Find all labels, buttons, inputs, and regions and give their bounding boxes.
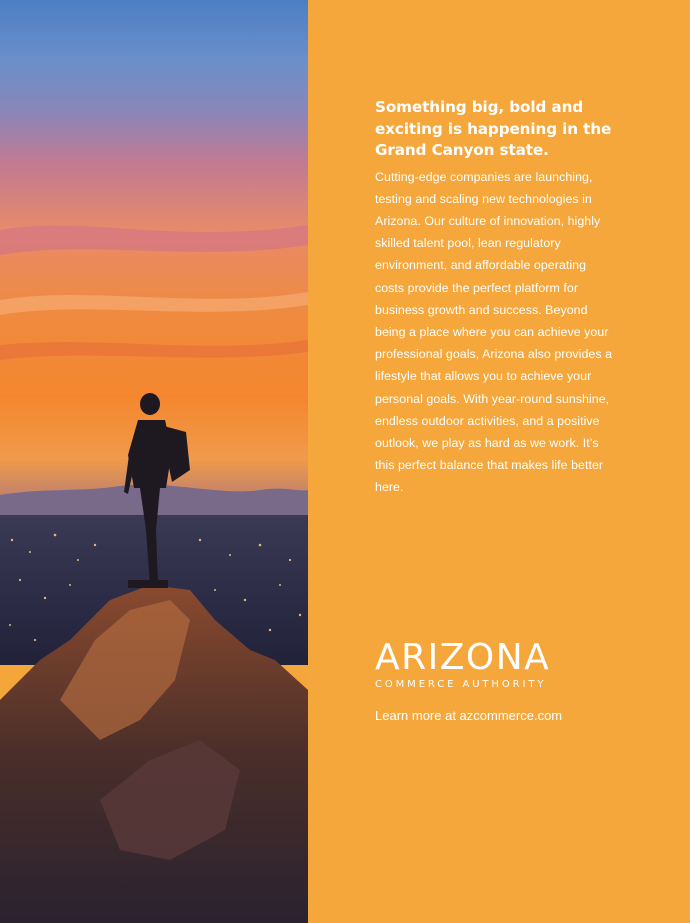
website-link[interactable]: Learn more at azcommerce.com bbox=[375, 708, 563, 723]
logo-subtitle: COMMERCE AUTHORITY bbox=[375, 679, 547, 690]
ad-copy bbox=[375, 97, 615, 499]
text-panel bbox=[308, 0, 690, 923]
headline: Something big, bold and exciting is happening in the Grand Canyon state. bbox=[375, 98, 612, 159]
body-text: Cutting-edge companies are launching, testing and scaling new technologies in Arizona. Our culture of innovation, highly skilled talent pool, lean regulatory environment, and affordable operating costs provide the perfect platform for business growth and success. Beyond being a place where you can achieve your professional goals, Arizona also provides a lifestyle that allows you to achieve your personal goals. With year-round sunshine, endless outdoor activities, and a positive outlook, we play as hard as we work. It’s this perfect balance that makes life better here. bbox=[375, 169, 613, 495]
sunset-hiker-photo bbox=[0, 0, 308, 923]
arizona-commerce-authority-logo bbox=[375, 637, 565, 690]
logo-wordmark: ARIZONA bbox=[375, 637, 551, 678]
